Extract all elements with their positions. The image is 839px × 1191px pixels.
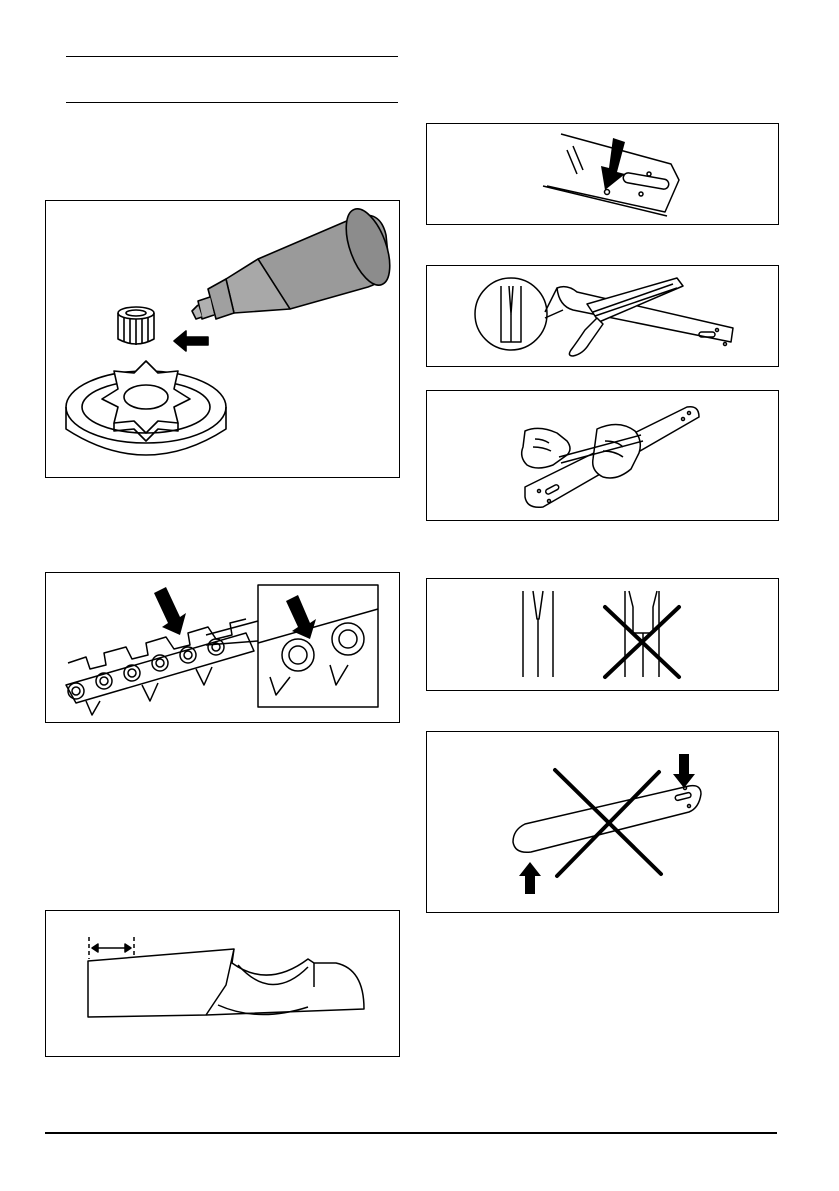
figure-bar-groove-wear-comparison [426, 578, 779, 691]
figure-cutter-length-minimum [45, 910, 400, 1057]
figure-bar-rail-filing [426, 390, 779, 521]
figure-drive-sprocket-wear-check [45, 572, 400, 723]
hands-filing-bar-illustration [427, 391, 780, 522]
guide-bar-oil-hole-illustration [427, 124, 780, 226]
guide-bar-crossed-illustration [427, 732, 780, 914]
figure-bar-groove-burr-removal [426, 265, 779, 367]
cutter-tooth-illustration [46, 911, 401, 1058]
grease-gun-sprocket-illustration [46, 201, 401, 479]
figure-guide-bar-oil-hole-check [426, 123, 779, 225]
header-rule-top [66, 56, 398, 57]
chain-drive-link-illustration [46, 573, 401, 724]
header-rule-bottom [66, 102, 398, 103]
figure-bar-turning-incorrect [426, 731, 779, 913]
footer-rule [45, 1132, 777, 1134]
figure-needle-bearing-lubrication [45, 200, 400, 478]
flat-file-bar-illustration [427, 266, 780, 368]
groove-profile-illustration [427, 579, 780, 692]
